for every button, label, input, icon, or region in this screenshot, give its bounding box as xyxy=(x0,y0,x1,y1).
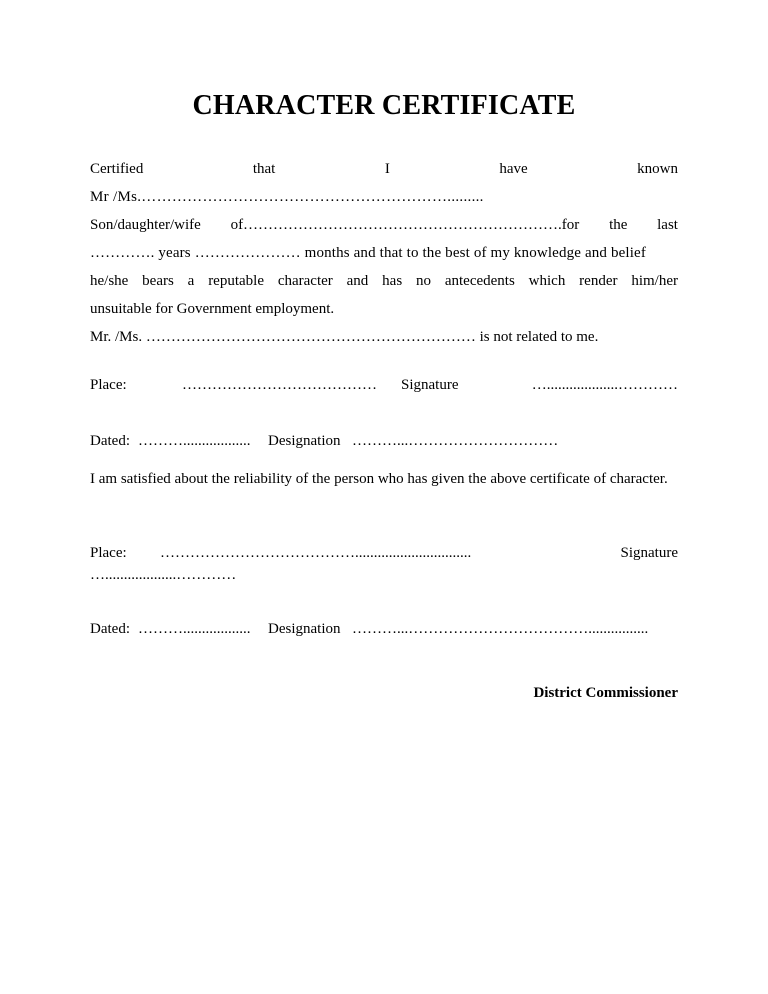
word: and xyxy=(346,273,369,289)
satisfied-paragraph: I am satisfied about the reliability of the person who has given the above certificate of character. xyxy=(90,471,668,487)
word: known xyxy=(637,161,678,177)
place-label: Place: xyxy=(90,545,127,561)
dated-label: Dated: xyxy=(90,433,130,449)
designation-label: Designation xyxy=(268,621,341,637)
word: I xyxy=(384,161,390,177)
relation-line xyxy=(90,216,678,234)
word: which xyxy=(528,273,566,289)
not-related-line xyxy=(90,328,678,346)
designation-blank: ………...………………………………................ xyxy=(352,621,649,637)
word: Certified xyxy=(90,161,144,177)
word: a xyxy=(187,273,195,289)
certified-line xyxy=(90,160,678,178)
word: character xyxy=(277,273,333,289)
name-blank: Mr /Ms.……………………………………………………......... xyxy=(90,189,484,205)
district-commissioner-label: District Commissioner xyxy=(533,685,678,701)
dated-label: Dated: xyxy=(90,621,130,637)
signature-label: Signature xyxy=(620,545,678,561)
word: antecedents xyxy=(444,273,515,289)
character-line xyxy=(90,272,678,290)
not-related-text: Mr. /Ms. ………………………………………………………… is not related to me. xyxy=(90,329,599,345)
certificate-title: CHARACTER CERTIFICATE xyxy=(192,90,576,121)
word: he/she xyxy=(90,273,129,289)
duration-text: …………. years ………………… months and that to the best of my knowledge and belief xyxy=(90,245,647,261)
designation-label: Designation xyxy=(268,433,341,449)
place-blank: ………………………………… xyxy=(182,377,377,393)
word: that xyxy=(252,161,276,177)
employment-line xyxy=(90,300,678,318)
place-blank: …………………………………............................... xyxy=(160,545,472,561)
word: last xyxy=(657,217,678,233)
relation-blank: of……………………………………………………….for xyxy=(230,217,580,233)
relation-label: Son/daughter/wife xyxy=(90,217,201,233)
dated-blank: ……….................. xyxy=(138,621,251,637)
employment-text: unsuitable for Government employment. xyxy=(90,301,335,317)
signature-blank: …...................………… xyxy=(90,567,237,583)
signature-blank: …...................………… xyxy=(531,377,678,393)
word: have xyxy=(499,161,528,177)
word: no xyxy=(416,273,431,289)
place-label: Place: xyxy=(90,377,127,393)
word: the xyxy=(609,217,628,233)
name-line xyxy=(90,188,678,206)
word: him/her xyxy=(631,273,678,289)
signature-row-2 xyxy=(90,566,678,584)
word: bears xyxy=(142,273,174,289)
word: render xyxy=(579,273,618,289)
word: has xyxy=(382,273,403,289)
duration-line xyxy=(90,244,678,262)
word: reputable xyxy=(208,273,264,289)
signature-label: Signature xyxy=(401,377,459,393)
dated-blank: ……….................. xyxy=(138,433,251,449)
designation-blank: ………...………………………… xyxy=(352,433,559,449)
